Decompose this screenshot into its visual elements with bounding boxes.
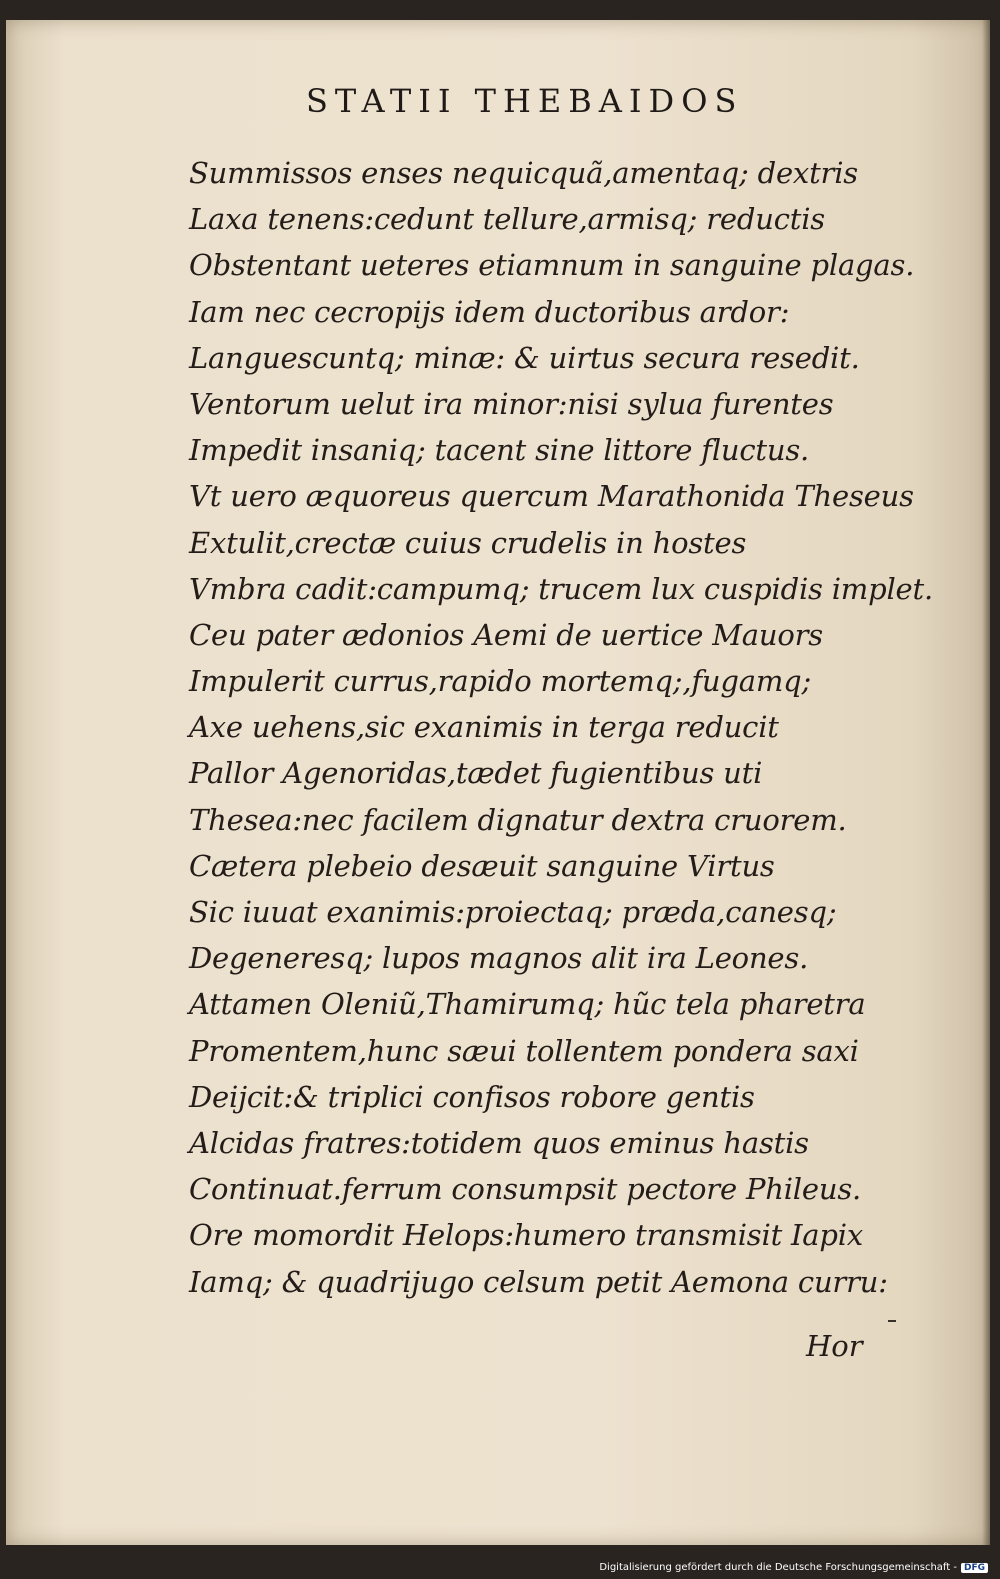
verse-line: Languescuntq; minæ: & uirtus secura resedit. bbox=[189, 340, 860, 375]
verse-line: Ceu pater ædonios Aemi de uertice Mauors bbox=[189, 617, 823, 652]
verse-line: Cætera plebeio desæuit sanguine Virtus bbox=[189, 848, 775, 883]
dfg-logo-icon: DFG bbox=[961, 1563, 988, 1573]
verse-line: Deijcit:& triplici confisos robore gentis bbox=[189, 1079, 755, 1114]
verse-line: Alcidas fratres:totidem quos eminus hastis bbox=[189, 1125, 809, 1160]
verse-line: Summissos enses nequicquã,amentaq; dextris bbox=[189, 156, 858, 190]
verse-list bbox=[189, 150, 933, 1305]
page-gutter-shadow bbox=[982, 20, 990, 1545]
verse-line: Laxa tenens:cedunt tellure,armisq; reductis bbox=[189, 202, 825, 237]
verse-line: Extulit,crectæ cuius crudelis in hostes bbox=[189, 525, 747, 560]
verse-line: Vmbra cadit:campumq; trucem lux cuspidis implet. bbox=[189, 571, 933, 606]
verse-line: Iam nec cecropijs idem ductoribus ardor: bbox=[189, 294, 790, 329]
verse-line: Degeneresq; lupos magnos alit ira Leones. bbox=[189, 941, 809, 976]
verse-line: Ore momordit Helops:humero transmisit Iapix bbox=[189, 1218, 863, 1253]
credit-text: Digitalisierung gefördert durch die Deutsche Forschungsgemeinschaft - bbox=[599, 1562, 957, 1573]
running-title: STATII THEBAIDOS bbox=[306, 82, 744, 120]
line-end-dash bbox=[888, 1320, 896, 1322]
verse-line: Continuat.ferrum consumpsit pectore Phileus. bbox=[189, 1172, 862, 1207]
verse-line: Impedit insaniq; tacent sine littore fluctus. bbox=[189, 433, 810, 468]
verse-line: Sic iuuat exanimis:proiectaq; præda,canesq; bbox=[189, 895, 837, 929]
verse-line: Axe uehens,sic exanimis in terga reducit bbox=[189, 710, 779, 745]
verse-line: Promentem,hunc sæui tollentem pondera saxi bbox=[189, 1033, 859, 1068]
verse-line: Obstentant ueteres etiamnum in sanguine plagas. bbox=[189, 248, 915, 283]
verse-line: Ventorum uelut ira minor:nisi sylua furentes bbox=[189, 386, 834, 421]
book-page bbox=[6, 20, 990, 1545]
verse-line: Impulerit currus,rapido mortemq;,fugamq; bbox=[189, 664, 812, 699]
verse-line: Attamen Oleniũ,Thamirumq; hũc tela pharetra bbox=[189, 987, 866, 1022]
catchword: Hor bbox=[806, 1329, 863, 1363]
verse-line: Iamq; & quadrijugo celsum petit Aemona curru: bbox=[189, 1264, 888, 1299]
verse-line: Pallor Agenoridas,tædet fugientibus uti bbox=[189, 756, 763, 791]
digitization-credit bbox=[599, 1562, 988, 1573]
verse-line: Vt uero æquoreus quercum Marathonida Theseus bbox=[189, 479, 914, 514]
verse-line: Thesea:nec facilem dignatur dextra cruorem. bbox=[189, 802, 847, 837]
